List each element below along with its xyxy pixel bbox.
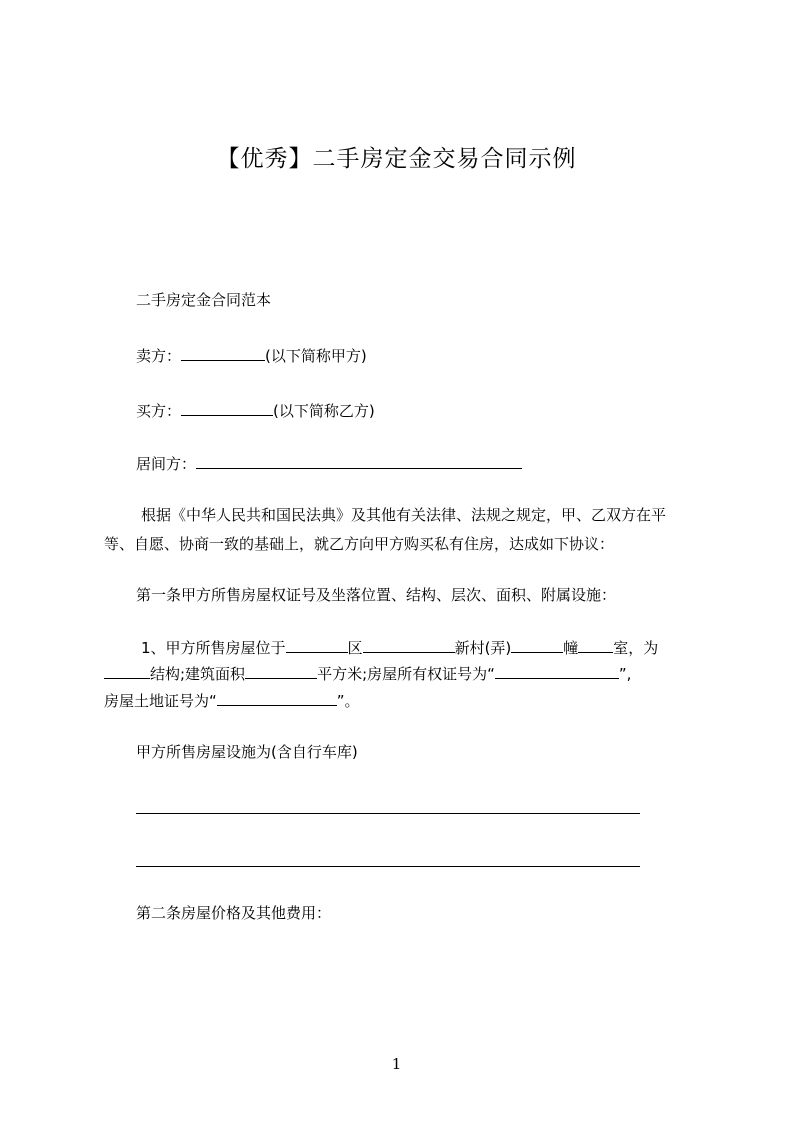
buyer-line [136, 400, 375, 421]
item-1-line-3 [104, 690, 360, 711]
buyer-label: 买方： [136, 402, 182, 420]
seller-blank[interactable] [181, 345, 265, 361]
item-1-text-10: ”。 [336, 692, 360, 710]
item-1-text-1: 1、甲方所售房屋位于 [141, 639, 286, 657]
facilities-blank-line-1[interactable] [136, 813, 640, 814]
item-1-text-7: 平方米;房屋所有权证号为“ [317, 665, 495, 683]
intro-line-1: 根据《中华人民共和国民法典》及其他有关法律、法规之规定，甲、乙双方在平 [141, 506, 667, 524]
area-blank[interactable] [245, 663, 317, 679]
item-1-line-2 [104, 663, 631, 684]
article-1-heading: 第一条甲方所售房屋权证号及坐落位置、结构、层次、面积、附属设施： [136, 586, 617, 604]
buyer-blank[interactable] [181, 400, 273, 416]
item-1-line-1 [141, 637, 658, 658]
item-1-text-9: 房屋土地证号为“ [104, 692, 217, 710]
district-blank[interactable] [286, 637, 348, 653]
village-blank[interactable] [363, 637, 455, 653]
ownership-cert-blank[interactable] [495, 663, 619, 679]
agent-blank[interactable] [196, 453, 522, 469]
facilities-blank-line-2[interactable] [136, 866, 640, 867]
structure-blank[interactable] [104, 663, 150, 679]
seller-line [136, 345, 367, 366]
room-blank[interactable] [578, 637, 613, 653]
item-1-text-4: 幢 [563, 639, 579, 657]
item-1-text-3: 新村(弄) [454, 639, 512, 657]
intro-line-2: 等、自愿、协商一致的基础上，就乙方向甲方购买私有住房，达成如下协议： [104, 535, 615, 553]
item-1-text-6: 结构;建筑面积 [150, 665, 246, 683]
agent-line [136, 453, 522, 474]
agent-label: 居间方： [136, 455, 197, 473]
document-title: 【优秀】二手房定金交易合同示例 [216, 146, 577, 172]
item-1-text-5: 室，为 [613, 639, 659, 657]
building-blank[interactable] [511, 637, 563, 653]
contract-subtitle: 二手房定金合同范本 [136, 291, 272, 309]
seller-label: 卖方： [136, 347, 182, 365]
seller-suffix: (以下简称甲方) [265, 347, 367, 365]
land-cert-blank[interactable] [217, 690, 337, 706]
page-number: 1 [391, 1055, 402, 1073]
item-1-text-8: ”, [618, 665, 632, 683]
article-2-heading: 第二条房屋价格及其他费用： [136, 904, 332, 922]
item-1-text-2: 区 [347, 639, 363, 657]
facilities-label: 甲方所售房屋设施为(含自行车库) [136, 743, 358, 761]
buyer-suffix: (以下简称乙方) [273, 402, 375, 420]
